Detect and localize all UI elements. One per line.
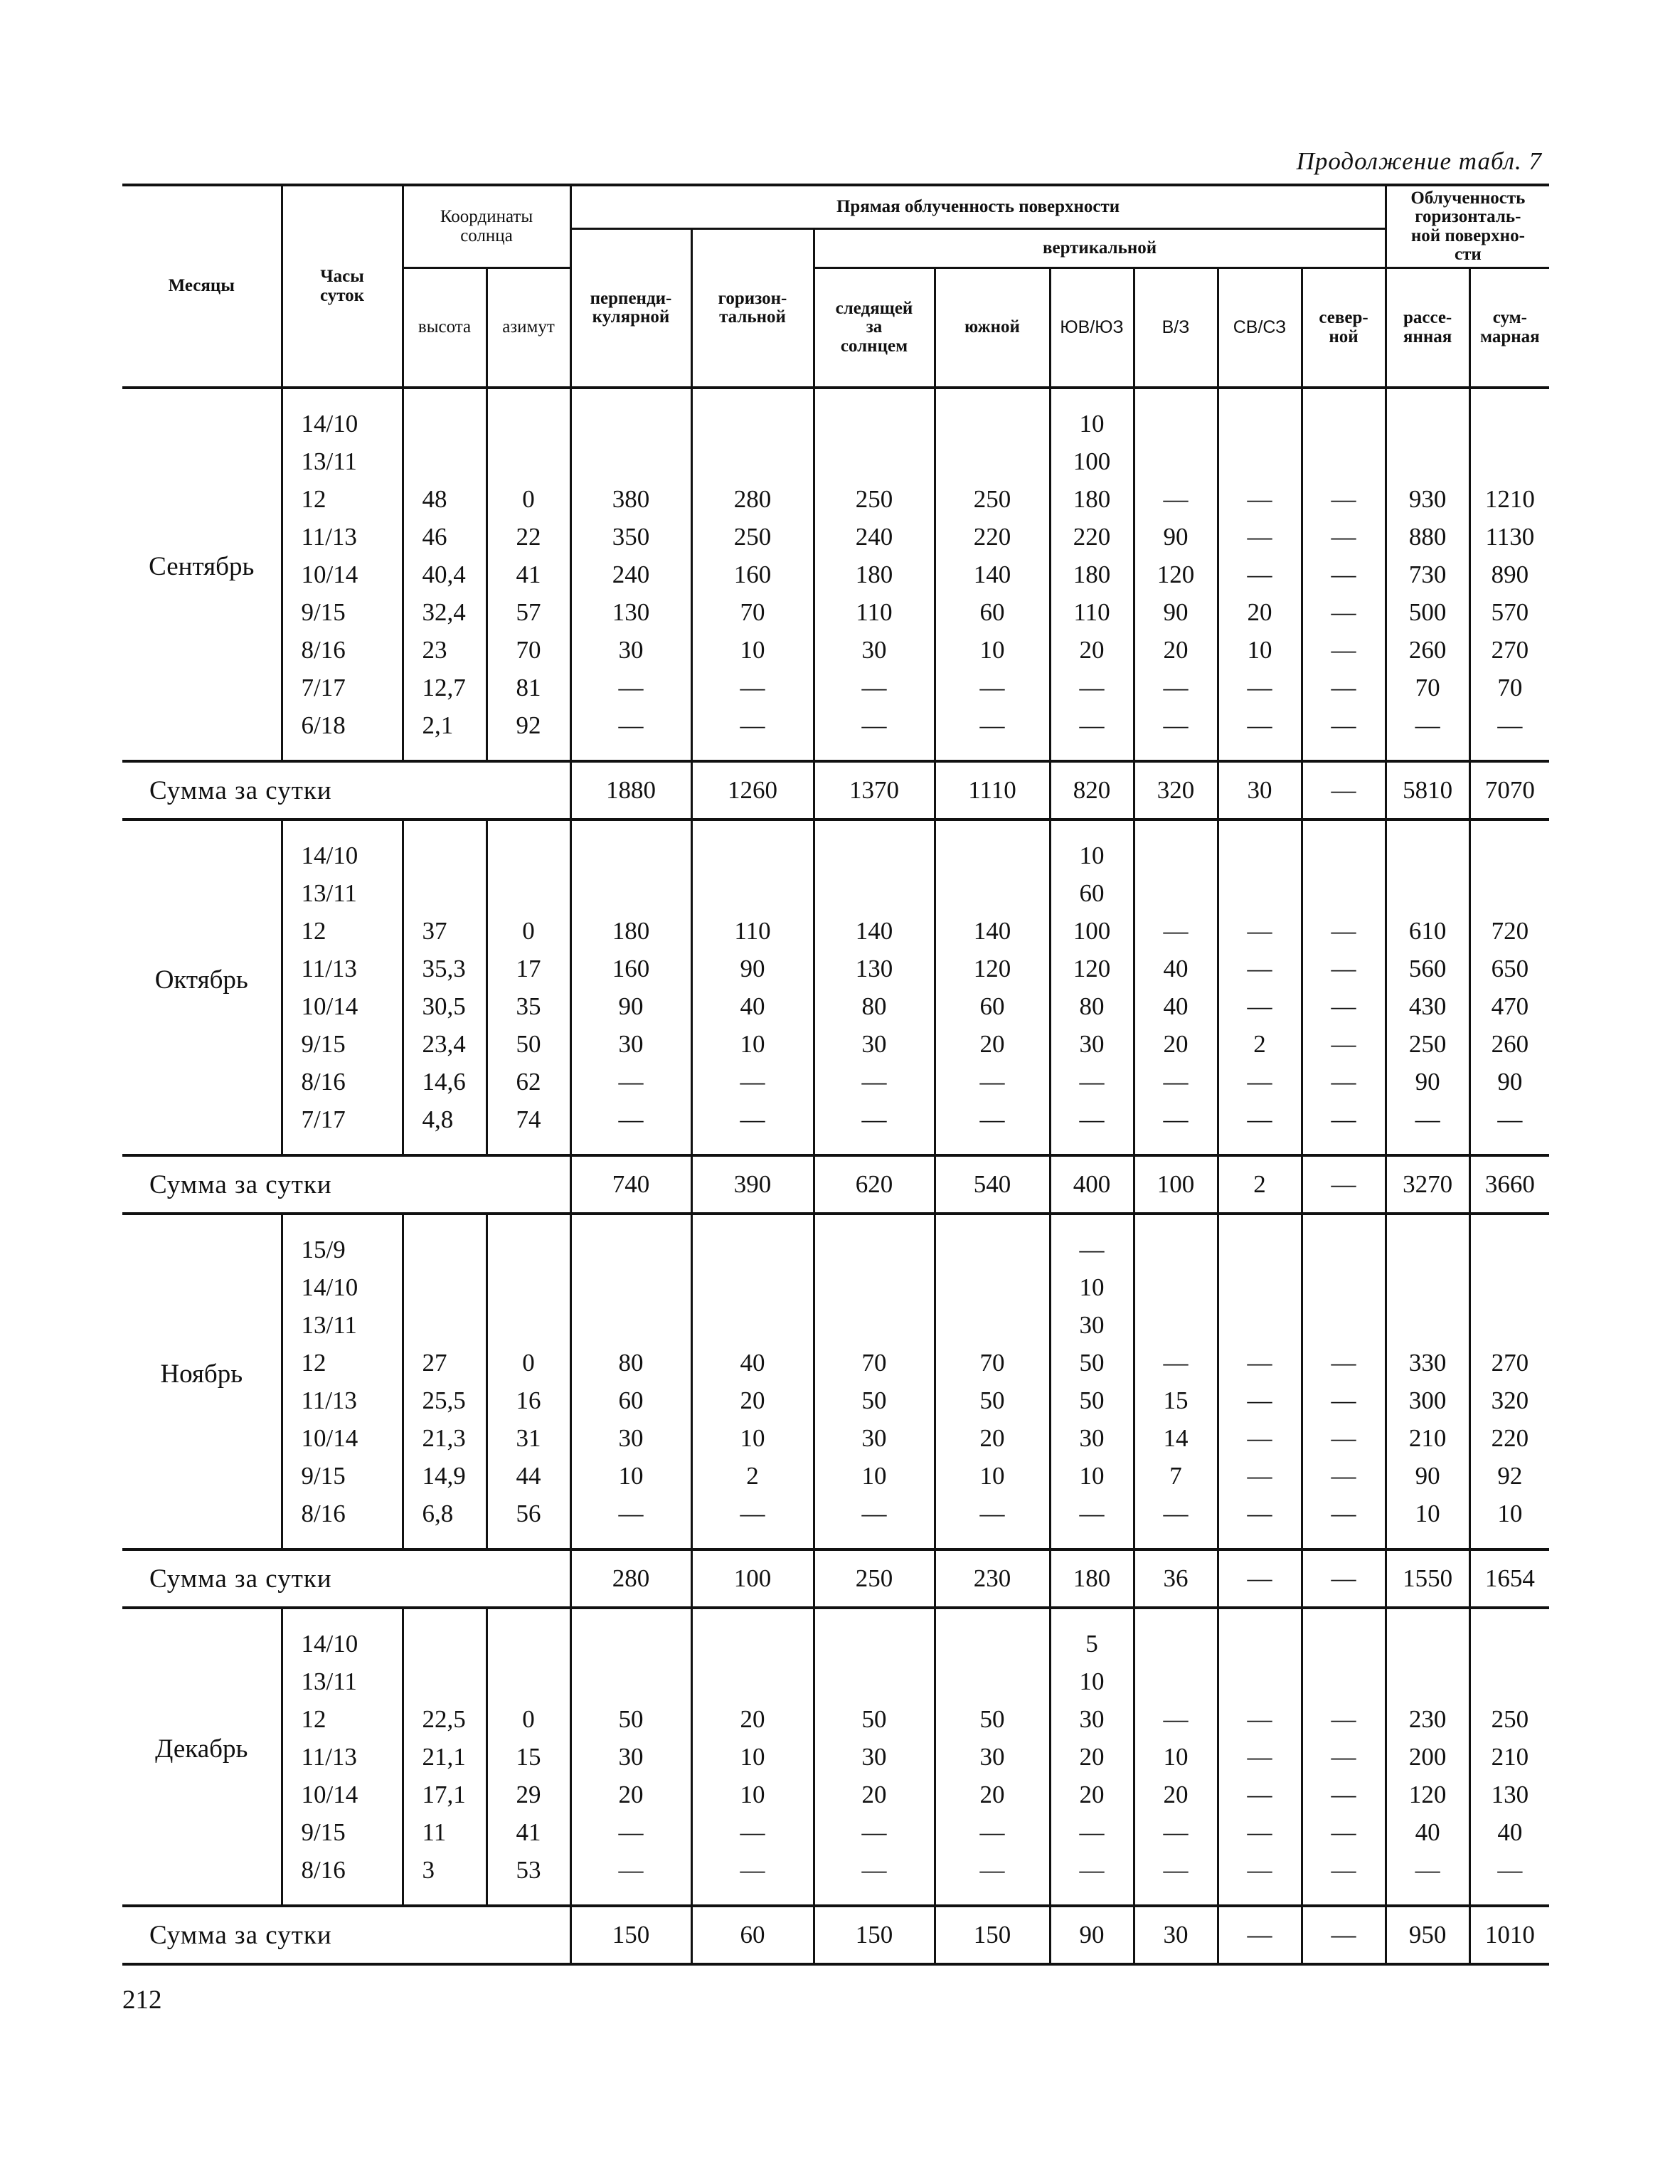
- sum-se-sw: 180: [1050, 1549, 1134, 1608]
- e-w-col: — 40 40 20 — —: [1134, 820, 1218, 1155]
- ne-nw-col: — — — — —: [1218, 1608, 1302, 1906]
- header-south: южной: [935, 268, 1050, 388]
- diffuse-col: 930 880 730 500 260 70 —: [1386, 388, 1469, 761]
- sum-south: 230: [935, 1549, 1050, 1608]
- header-total: сум- марная: [1469, 268, 1549, 388]
- sum-row-september: [122, 761, 1549, 820]
- sum-north: —: [1302, 1549, 1386, 1608]
- height-col: 27 25,5 21,3 14,9 6,8: [403, 1214, 487, 1549]
- sum-tracking: 250: [814, 1549, 935, 1608]
- total-col: 720 650 470 260 90 —: [1469, 820, 1549, 1155]
- sum-se-sw: 820: [1050, 761, 1134, 820]
- solar-irradiance-table: [122, 184, 1549, 1966]
- header-horizontal-irradiance: Облученность горизонталь- ной поверхно- сти: [1386, 185, 1549, 268]
- header-north: север- ной: [1302, 268, 1386, 388]
- e-w-col: — 15 14 7 —: [1134, 1214, 1218, 1549]
- south-col: 250 220 140 60 10 — —: [935, 388, 1050, 761]
- sum-tracking: 1370: [814, 761, 935, 820]
- diffuse-col: 330 300 210 90 10: [1386, 1214, 1469, 1549]
- horizontal-col: 110 90 40 10 — —: [691, 820, 814, 1155]
- north-col: — — — — —: [1302, 1214, 1386, 1549]
- header-sun-coords: Координаты солнца: [403, 185, 570, 268]
- sum-ne-nw: —: [1218, 1906, 1302, 1964]
- month-label: Сентябрь: [149, 552, 255, 581]
- sum-total: 3660: [1469, 1155, 1549, 1214]
- sum-diffuse: 3270: [1386, 1155, 1469, 1214]
- sum-diffuse: 1550: [1386, 1549, 1469, 1608]
- horizontal-col: 20 10 10 — —: [691, 1608, 814, 1906]
- sum-label: Сумма за сутки: [122, 1549, 487, 1608]
- perpendicular-col: 180 160 90 30 — —: [570, 820, 691, 1155]
- month-block-october: [122, 820, 1549, 1155]
- header-ne-nw: СВ/СЗ: [1218, 268, 1302, 388]
- sum-blank: [487, 1906, 570, 1964]
- sum-perpendicular: 280: [570, 1549, 691, 1608]
- ne-nw-col: — — — 20 10 — —: [1218, 388, 1302, 761]
- header-tracking: следящей за солнцем: [814, 268, 935, 388]
- tracking-col: 50 30 20 — —: [814, 1608, 935, 1906]
- south-col: 50 30 20 — —: [935, 1608, 1050, 1906]
- height-col: 22,5 21,1 17,1 11 3: [403, 1608, 487, 1906]
- north-col: — — — — — — —: [1302, 388, 1386, 761]
- ne-nw-col: — — — — —: [1218, 1214, 1302, 1549]
- perpendicular-col: 80 60 30 10 —: [570, 1214, 691, 1549]
- sum-blank: [487, 761, 570, 820]
- sum-row-december: [122, 1906, 1549, 1964]
- diffuse-col: 610 560 430 250 90 —: [1386, 820, 1469, 1155]
- horizontal-col: 280 250 160 70 10 — —: [691, 388, 814, 761]
- month-label: Ноябрь: [160, 1359, 243, 1389]
- sum-perpendicular: 740: [570, 1155, 691, 1214]
- sum-tracking: 150: [814, 1906, 935, 1964]
- sum-diffuse: 5810: [1386, 761, 1469, 820]
- south-col: 140 120 60 20 — —: [935, 820, 1050, 1155]
- sum-e-w: 30: [1134, 1906, 1218, 1964]
- south-col: 70 50 20 10 —: [935, 1214, 1050, 1549]
- sum-horizontal: 1260: [691, 761, 814, 820]
- header-months: Месяцы: [122, 185, 282, 388]
- height-col: 37 35,3 30,5 23,4 14,6 4,8: [403, 820, 487, 1155]
- azimuth-col: 0 16 31 44 56: [487, 1214, 570, 1549]
- header-hours: Часы суток: [282, 185, 403, 388]
- e-w-col: — 10 20 — —: [1134, 1608, 1218, 1906]
- total-col: 1210 1130 890 570 270 70 —: [1469, 388, 1549, 761]
- header-horizontal: горизон- тальной: [691, 229, 814, 388]
- azimuth-col: 0 22 41 57 70 81 92: [487, 388, 570, 761]
- sum-row-october: [122, 1155, 1549, 1214]
- sum-label: Сумма за сутки: [122, 761, 487, 820]
- sum-total: 1010: [1469, 1906, 1549, 1964]
- sum-ne-nw: —: [1218, 1549, 1302, 1608]
- sum-perpendicular: 150: [570, 1906, 691, 1964]
- sum-total: 1654: [1469, 1549, 1549, 1608]
- month-block-september: [122, 388, 1549, 761]
- sum-label: Сумма за сутки: [122, 1906, 487, 1964]
- sum-e-w: 36: [1134, 1549, 1218, 1608]
- azimuth-col: 0 17 35 50 62 74: [487, 820, 570, 1155]
- sum-horizontal: 100: [691, 1549, 814, 1608]
- horizontal-col: 40 20 10 2 —: [691, 1214, 814, 1549]
- month-block-november: [122, 1214, 1549, 1549]
- sum-north: —: [1302, 1155, 1386, 1214]
- sum-diffuse: 950: [1386, 1906, 1469, 1964]
- header-height: высота: [403, 268, 487, 388]
- se-sw-col: 5 10 30 20 20 — —: [1050, 1608, 1134, 1906]
- sum-north: —: [1302, 1906, 1386, 1964]
- se-sw-col: 10 60 100 120 80 30 — —: [1050, 820, 1134, 1155]
- header-vertical: вертикальной: [814, 229, 1386, 268]
- ne-nw-col: — — — 2 — —: [1218, 820, 1302, 1155]
- se-sw-col: 10 100 180 220 180 110 20 — —: [1050, 388, 1134, 761]
- sum-e-w: 100: [1134, 1155, 1218, 1214]
- north-col: — — — — —: [1302, 1608, 1386, 1906]
- sum-row-november: [122, 1549, 1549, 1608]
- sum-blank: [487, 1155, 570, 1214]
- sum-perpendicular: 1880: [570, 761, 691, 820]
- tracking-col: 250 240 180 110 30 — —: [814, 388, 935, 761]
- sum-south: 1110: [935, 761, 1050, 820]
- hours-col: 15/9 14/10 13/11 12 11/13 10/14 9/15 8/16: [282, 1214, 403, 1549]
- sum-se-sw: 90: [1050, 1906, 1134, 1964]
- header-e-w: В/З: [1134, 268, 1218, 388]
- month-label: Октябрь: [154, 965, 248, 995]
- sum-horizontal: 390: [691, 1155, 814, 1214]
- perpendicular-col: 380 350 240 130 30 — —: [570, 388, 691, 761]
- sum-label: Сумма за сутки: [122, 1155, 487, 1214]
- month-label: Декабрь: [155, 1734, 248, 1764]
- azimuth-col: 0 15 29 41 53: [487, 1608, 570, 1906]
- header-direct-irradiance: Прямая облученность поверхности: [570, 185, 1386, 229]
- sum-south: 540: [935, 1155, 1050, 1214]
- sum-blank: [487, 1549, 570, 1608]
- total-col: 270 320 220 92 10: [1469, 1214, 1549, 1549]
- sum-ne-nw: 30: [1218, 761, 1302, 820]
- e-w-col: — 90 120 90 20 — —: [1134, 388, 1218, 761]
- total-col: 250 210 130 40 —: [1469, 1608, 1549, 1906]
- hours-col: 14/10 13/11 12 11/13 10/14 9/15 8/16: [282, 1608, 403, 1906]
- north-col: — — — — — —: [1302, 820, 1386, 1155]
- sum-se-sw: 400: [1050, 1155, 1134, 1214]
- sum-horizontal: 60: [691, 1906, 814, 1964]
- header-perpendicular: перпенди- кулярной: [570, 229, 691, 388]
- perpendicular-col: 50 30 20 — —: [570, 1608, 691, 1906]
- header-se-sw: ЮВ/ЮЗ: [1050, 268, 1134, 388]
- page-number: 212: [122, 1986, 162, 2015]
- hours-col: 14/10 13/11 12 11/13 10/14 9/15 8/16 7/17: [282, 820, 403, 1155]
- sum-e-w: 320: [1134, 761, 1218, 820]
- height-col: 48 46 40,4 32,4 23 12,7 2,1: [403, 388, 487, 761]
- se-sw-col: — 10 30 50 50 30 10 —: [1050, 1214, 1134, 1549]
- hours-col: 14/10 13/11 12 11/13 10/14 9/15 8/16 7/17 6/18: [282, 388, 403, 761]
- tracking-col: 140 130 80 30 — —: [814, 820, 935, 1155]
- tracking-col: 70 50 30 10 —: [814, 1214, 935, 1549]
- sum-tracking: 620: [814, 1155, 935, 1214]
- header-diffuse: рассе- янная: [1386, 268, 1469, 388]
- sum-total: 7070: [1469, 761, 1549, 820]
- table-continuation-caption: Продолжение табл. 7: [1296, 147, 1542, 175]
- sum-south: 150: [935, 1906, 1050, 1964]
- month-block-december: [122, 1608, 1549, 1906]
- sum-ne-nw: 2: [1218, 1155, 1302, 1214]
- diffuse-col: 230 200 120 40 —: [1386, 1608, 1469, 1906]
- sum-north: —: [1302, 761, 1386, 820]
- header-azimuth: азимут: [487, 268, 570, 388]
